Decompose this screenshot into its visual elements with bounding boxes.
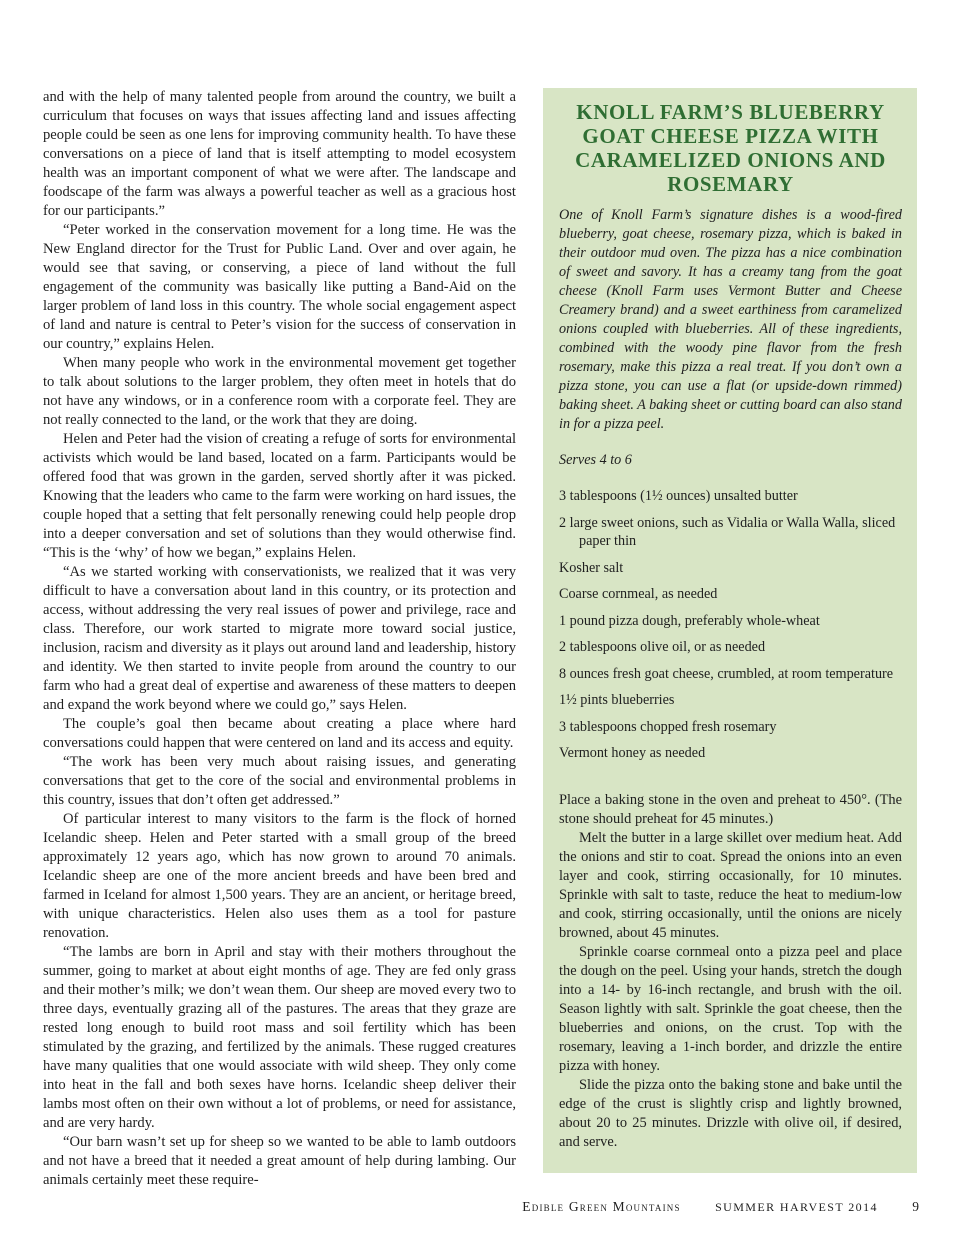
ingredient-item: Kosher salt: [559, 559, 624, 576]
ingredient-item: 8 ounces fresh goat cheese, crumbled, at room temperature: [559, 665, 894, 682]
recipe-intro: One of Knoll Farm’s signature dishes is a wood-fired blueberry, goat cheese, rosemary pizza, which is baked in their outdoor mud oven. The pizza has a nice combination of sweet and savory. It has a creamy tang from the goat cheese (Knoll Farm uses Vermont Butter and Cheese Creamery brand) and a sweet earthiness from caramelized onions coupled with blueberries. All of these ingredients, combined with the woody pine flavor from the fresh rosemary, make this pizza a real treat. If you don’t own a pizza stone, you can use a flat (or upside-down rimmed) baking sheet. A baking sheet or cutting board can also stand in for a pizza peel.: [559, 207, 902, 432]
page-footer: [522, 1199, 920, 1215]
ingredient-item: Vermont honey as needed: [559, 745, 706, 761]
ingredient-item: Coarse cornmeal, as needed: [559, 586, 718, 602]
page-number: 9: [912, 1199, 920, 1214]
article-paragraph: Of particular interest to many visitors to the farm is the flock of horned Icelandic sheep. Helen and Peter started with a small group of the breed approximately 12 years ago, which has now grown to around 70 animals. Icelandic sheep are one of the more ancient breeds and have been bred and farmed in Iceland for almost 1,500 years. They are an ancient, or heritage breed, with unique characteristics. Helen also uses them as a tool for pasture renovation.: [43, 811, 516, 941]
ingredient-item: 3 tablespoons (1½ ounces) unsalted butter: [559, 488, 798, 504]
article-paragraph: Helen and Peter had the vision of creating a refuge of sorts for environmental activists which would be land based, located on a farm. Participants would be offered food that was grown in the garden, served shortly after it was picked. Knowing that the leaders who came to the farm were working on hard issues, the couple hoped that a setting that felt personally renewing could help people drop into a deeper conversation and set of solutions than they would otherwise find. “This is the ‘why’ of how we began,” explains Helen.: [43, 431, 516, 561]
article-paragraph: The couple’s goal then became about creating a place where hard conversations could happen that were centered on land and its access and equity.: [43, 716, 516, 751]
direction-step: Melt the butter in a large skillet over medium heat. Add the onions and stir to coat. Spread the onions into an even layer and cook, stirring occasionally, for 10 minutes. Sprinkle with salt to taste, reduce the heat to medium-low and cook, stirring occasionally, until the onions are nicely browned, about 45 minutes.: [559, 829, 902, 941]
direction-step: Slide the pizza onto the baking stone and bake until the edge of the crust is slightly crisp and lightly browned, about 20 to 25 minutes. Drizzle with olive oil, if desired, and serve.: [559, 1076, 902, 1150]
issue-label: SUMMER HARVEST 2014: [715, 1200, 878, 1214]
article-paragraph: “The lambs are born in April and stay with their mothers throughout the summer, going to market at about eight months of age. They are fed only grass and their mother’s milk; we don’t wean them. Our sheep are moved every two to three days, eventually grazing all of the pastures. The areas that they graze are rested long enough to build root mass and soil fertility which has been stimulated by the grazing, and fertilized by the animals. These rugged creatures have many qualities that one would associate with wild sheep. They only come into heat in the fall and both sexes have horns. Icelandic sheep deliver their lambs most often on their own without a lot of problems, or need for assistance, and are very hardy.: [43, 944, 516, 1131]
recipe-sidebar: [543, 88, 917, 1173]
recipe-serves: Serves 4 to 6: [559, 452, 632, 468]
ingredient-item: 1 pound pizza dough, preferably whole-wheat: [559, 612, 820, 629]
ingredient-item: 2 large sweet onions, such as Vidalia or Walla Walla, sliced paper thin: [559, 514, 896, 549]
article-paragraph: “Peter worked in the conservation movement for a long time. He was the New England director for the Trust for Public Land. Over and over again, he would see that saving, or conserving, a piece of land without the full engagement of the community was basically like putting a Band-Aid on the larger problem of land loss in this country. The whole social engagement aspect of land and nature is central to Peter’s vision for the success of conservation in our country,” explains Helen.: [43, 222, 516, 352]
ingredient-list: [559, 487, 902, 763]
article-paragraph: “Our barn wasn’t set up for sheep so we wanted to be able to lamb outdoors and not have a breed that it needed a great amount of help during lambing. Our animals certainly meet these require-: [43, 1134, 516, 1188]
article-paragraph: “As we started working with conservationists, we realized that it was very difficult to have a conversation about land in this country, or its protection and access, without addressing the very real issues of power and privilege, race and class. Therefore, our work started to migrate more toward social justice, inclusion, racism and diversity as it plays out around land and leadership, history and identity. We then started to invite people from around the country to our farm who had a great deal of expertise and awareness of these matters to deepen and expand the work beyond where we could go,” says Helen.: [43, 564, 516, 713]
ingredient-item: 3 tablespoons chopped fresh rosemary: [559, 718, 777, 735]
direction-step: Sprinkle coarse cornmeal onto a pizza peel and place the dough on the peel. Using your hands, stretch the dough into a 14- by 16-inch rectangle, and brush with the oil. Season lightly with salt. Sprinkle the goat cheese, then the blueberries and onions, on the crust. Top with the rosemary, leaving a 1-inch border, and drizzle the entire pizza with honey.: [559, 943, 902, 1074]
direction-step: Place a baking stone in the oven and preheat to 450°. (The stone should preheat for 45 minutes.): [559, 791, 902, 827]
article-paragraph: When many people who work in the environmental movement get together to talk about solutions to the larger problem, they often meet in hotels that do not have any windows, or in a conference room with a corporate feel. They are not really connected to the land, or the work that they are doing.: [43, 355, 516, 428]
article-paragraph: “The work has been very much about raising issues, and generating conversations that get to the core of the social and environmental problems in this country, issues that don’t often get addressed.”: [43, 754, 516, 808]
ingredient-item: 1½ pints blueberries: [559, 692, 675, 708]
ingredient-item: 2 tablespoons olive oil, or as needed: [559, 639, 766, 655]
article-paragraph: and with the help of many talented people from around the country, we built a curriculum that focuses on ways that issues affecting land and issues affecting people could be seen as one lens for improving community health. To have these conversations on a piece of land that is itself attempting to model ecosystem health was an important component of what we were after. The landscape and foodscape of the farm was always a powerful teacher as well as a gracious host for our participants.”: [43, 89, 516, 219]
recipe-title: KNOLL FARM’S BLUEBERRY GOAT CHEESE PIZZA WITH CARAMELIZED ONIONS AND ROSEMARY: [575, 100, 886, 196]
recipe-directions: [559, 791, 902, 1152]
publication-name: Edible Green Mountains: [522, 1199, 681, 1214]
article-body: [43, 88, 516, 1190]
